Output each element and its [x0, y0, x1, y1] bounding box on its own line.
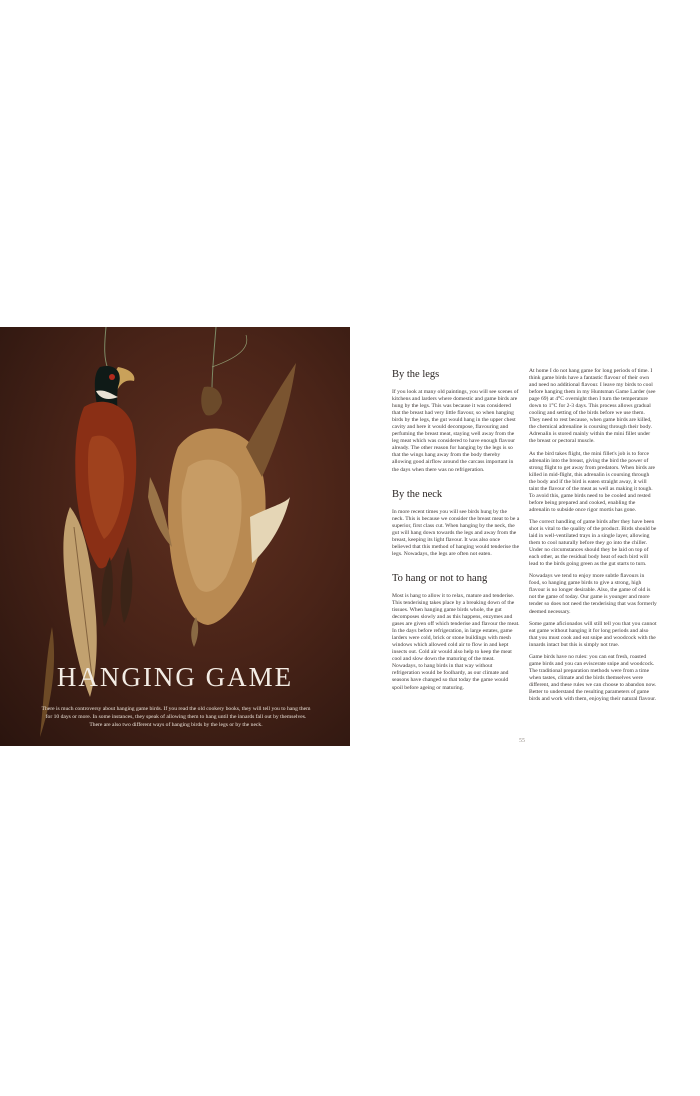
hero-photo: [0, 327, 350, 746]
paragraph: In more recent times you will see birds hung by the neck. This is because we consider the breast meat to be a superior, first class cut. When hanging by the neck, the gut will hang down towards the legs and away from the breast, keeping its light flavour. It was also once believed that this method of hanging would tenderise the legs. Nowadays, the legs are often not eaten.: [392, 508, 520, 557]
paragraph: At home I do not hang game for long periods of time. I think game birds have a fantastic flavour of their own and need no additional flavour. I leave my birds to cool before hanging them in my Huntsman Game Larder (see page 69) at 4°C overnight then I turn the temperature down to 1°C for 2-3 days. This process allows gradual cooling and setting of the birds before we use them. They need to rest because, when game birds are killed, the chemical adrenaline is coursing through their body. Adrenalin is stored mainly within the mini fillet under the breast or pectoral muscle.: [529, 368, 656, 445]
paragraph: Most is hang to allow it to relax, mature and tenderise. This tenderising takes place by a breaking down of the tissues. When hanging game birds whole, the gut decomposes slowly and as this happens, enzymes and gases are given off which tenderise and flavour the meat. In the days before refrigeration, in large estates, game larders were cold, brick or stone buildings with mesh windows which allowed cold air to flow in and kept insects out. Cold air would also help to keep the meat cool and slow down the maturing of the meat. Nowadays, to hang birds in that way without refrigeration would be foolhardy, as our climate and seasons have changed so that today the game would spoil before ageing or maturing.: [392, 592, 520, 691]
paragraph: Some game aficionados will still tell you that you cannot eat game without hanging it for long periods and also that you must cook and eat snipe and woodcock with the innards intact but this is simply not true.: [529, 620, 657, 648]
section-heading: By the neck: [392, 488, 443, 500]
paragraph: As the bird takes flight, the mini fillet's job is to force adrenalin into the breast, giving the bird the power of strong flight to get away from predators. When birds are killed in mid-flight, this adrenalin is coursing through the body and if the bird is eaten straight away, it will taint the flavour of the meat as well as making it tough. To avoid this, game birds need to be cooled and rested before being prepared and cooked, enabling the adrenalin to subside once rigor mortis has gone.: [529, 450, 656, 513]
chapter-intro: There is much controversy about hanging game birds. If you read the old cookery books, they will tell you to hang them for 10 days or more. In some instances, they speak of allowing them to hang until the innards fall out by themselves. There are also two different ways of hanging birds by the legs or by the neck.: [41, 706, 311, 729]
paragraph: The correct handling of game birds after they have been shot is vital to the quality of the product. Birds should be laid in well-ventilated trays in a single layer, allowing them to cool naturally before they go into the chiller. Under no circumstances should they be laid on top of each other, as the residual body heat of each bird will lead to the birds going green as the gut starts to turn.: [529, 518, 657, 568]
paragraph: Game birds have no rules: you can eat fresh, roasted game birds and you can eviscerate snipe and woodcock. The traditional preparation methods were from a time when tastes, climate and the birds themselves were different, and these rules we can choose to abandon now. Better to understand the resulting parameters of game birds and work with them, enjoying their natural flavour.: [529, 653, 657, 703]
section-heading: To hang or not to hang: [392, 572, 488, 584]
text-column-left: [392, 368, 520, 697]
page-number: 55: [519, 738, 525, 744]
section-heading: By the legs: [392, 369, 440, 380]
chapter-title: HANGING GAME: [56, 662, 294, 692]
text-column-right: [529, 368, 657, 708]
paragraph: If you look at many old paintings, you will see scenes of kitchens and larders where domestic and game birds are hung by the legs. This was because it was considered that the breast had very little flavour, so when hanging birds by the legs, the gut would hang in the upper chest cavity and here it would decompose, flavouring and perfuming the breast meat, staying well away from the leg meat which was considered to have enough flavour already. The other reason for hanging by the legs is so that the wings hang away from the body thereby allowing good airflow around the carcass important in the days when there was no refrigeration.: [392, 389, 519, 473]
paragraph: Nowadays we tend to enjoy more subtle flavours in food, so hanging game birds to give a strong, high flavour is no longer desirable. Also, the game of old is not the game of today. Our game is younger and more tender so does not need the tenderising that was formerly deemed necessary.: [529, 573, 657, 615]
